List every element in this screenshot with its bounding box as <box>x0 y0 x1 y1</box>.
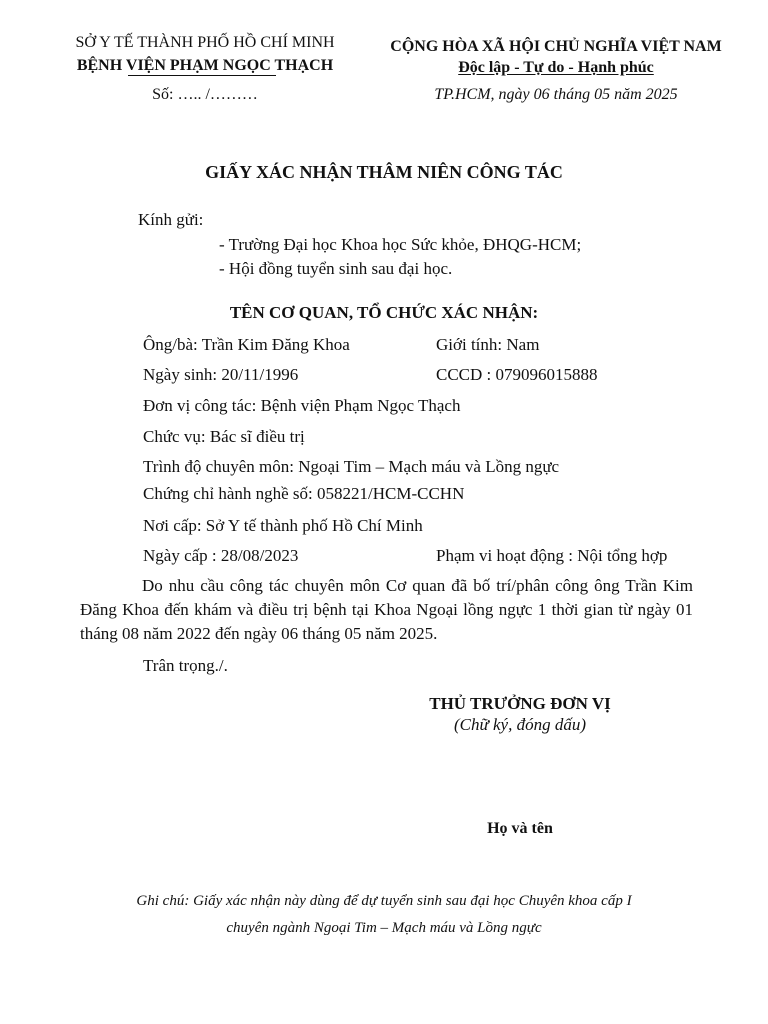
field-gender: Giới tính: Nam <box>436 335 540 354</box>
field-position: Chức vụ: Bác sĩ điều trị <box>143 427 305 446</box>
header-left-underline <box>128 75 276 76</box>
field-dob: Ngày sinh: 20/11/1996 <box>143 365 299 384</box>
body-paragraph: Do nhu cầu công tác chuyên môn Cơ quan đã bố trí/phân công ông Trần Kim Đăng Khoa đến khám và điều trị bệnh tại Khoa Ngoại lồng ngực 1 thời gian từ ngày 01 tháng 08 năm 2022 đến ngày 06 tháng 05 năm 2025. <box>80 576 693 643</box>
agency-name: SỞ Y TẾ THÀNH PHỐ HỒ CHÍ MINH <box>75 34 335 51</box>
signature-title: THỦ TRƯỞNG ĐƠN VỊ <box>429 694 611 713</box>
document-number: Số: ….. /……… <box>152 86 258 103</box>
closing: Trân trọng./. <box>143 656 228 675</box>
field-issue-date: Ngày cấp : 28/08/2023 <box>143 546 299 565</box>
recipient-item: - Trường Đại học Khoa học Sức khỏe, ĐHQG-HCM; <box>219 235 582 254</box>
field-issuer: Nơi cấp: Sở Y tế thành phố Hồ Chí Minh <box>143 516 423 535</box>
document-title: GIẤY XÁC NHẬN THÂM NIÊN CÔNG TÁC <box>205 162 563 182</box>
place-date: TP.HCM, ngày 06 tháng 05 năm 2025 <box>434 86 678 103</box>
section-title: TÊN CƠ QUAN, TỔ CHỨC XÁC NHẬN: <box>229 303 539 322</box>
field-license: Chứng chỉ hành nghề số: 058221/HCM-CCHN <box>143 484 465 503</box>
motto-wrapper <box>382 59 730 77</box>
signature-hint: (Chữ ký, đóng dấu) <box>453 715 587 734</box>
note-line-2: chuyên ngành Ngoại Tim – Mạch máu và Lồng ngực <box>226 920 542 936</box>
note-line-1: Ghi chú: Giấy xác nhận này dùng để dự tuyển sinh sau đại học Chuyên khoa cấp I <box>136 893 632 909</box>
signature-name-label: Họ và tên <box>487 820 553 837</box>
field-unit: Đơn vị công tác: Bệnh viện Phạm Ngọc Thạch <box>143 396 461 415</box>
hospital-name: BỆNH VIỆN PHẠM NGỌC THẠCH <box>76 57 334 74</box>
recipients-label: Kính gửi: <box>138 210 204 229</box>
recipient-item: - Hội đồng tuyển sinh sau đại học. <box>219 259 453 278</box>
field-name: Ông/bà: Trần Kim Đăng Khoa <box>143 335 350 354</box>
country-name: CỘNG HÒA XÃ HỘI CHỦ NGHĨA VIỆT NAM <box>390 38 722 55</box>
motto: Độc lập - Tự do - Hạnh phúc <box>458 59 654 76</box>
field-cccd: CCCD : 079096015888 <box>436 365 598 384</box>
field-specialty: Trình độ chuyên môn: Ngoại Tim – Mạch máu và Lồng ngực <box>143 457 560 476</box>
field-scope: Phạm vi hoạt động : Nội tổng hợp <box>436 546 668 565</box>
